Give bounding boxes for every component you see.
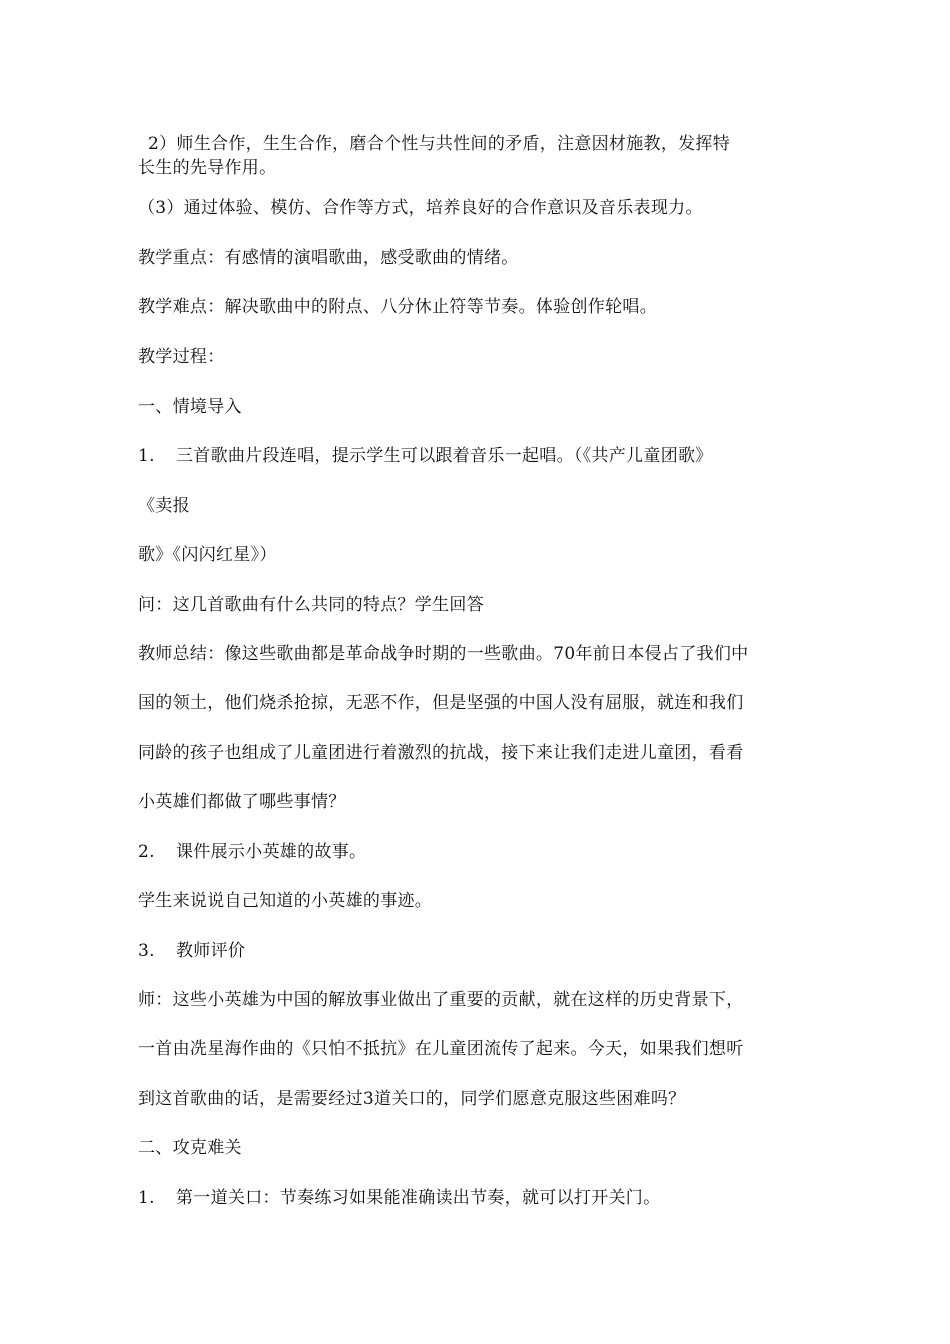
question-line: 问：这几首歌曲有什么共同的特点？学生回答: [138, 595, 484, 615]
list-number: 1.: [138, 1188, 155, 1208]
teaching-difficulty: 教学难点：解决歌曲中的附点、八分休止符等节奏。体验创作轮唱。: [138, 297, 657, 317]
summary-line-3: 同龄的孩子也组成了儿童团进行着激烈的抗战，接下来让我们走进儿童团，看看: [138, 743, 744, 763]
paragraph-line: 《卖报: [138, 496, 190, 516]
list-number: 1.: [138, 446, 155, 466]
objective-line-2-cont: 长生的先导作用。: [138, 158, 277, 178]
teaching-process-heading: 教学过程：: [138, 347, 225, 367]
objective-line-3: （3）通过体验、模仿、合作等方式，培养良好的合作意识及音乐表现力。: [138, 198, 703, 218]
list-item-3: [138, 940, 818, 962]
paragraph-line: 学生来说说自己知道的小英雄的事迹。: [138, 891, 433, 911]
teacher-line-3: 到这首歌曲的话，是需要经过3道关口的，同学们愿意克服这些困难吗？: [138, 1089, 686, 1109]
teacher-line-1: 师：这些小英雄为中国的解放事业做出了重要的贡献，就在这样的历史背景下，: [138, 990, 744, 1010]
objective-line-2: 2）师生合作，生生合作，磨合个性与共性间的矛盾，注意因材施教，发挥特: [148, 134, 731, 154]
list-item-text: 教师评价: [176, 941, 246, 961]
paragraph-line: 歌》《闪闪红星》）: [138, 545, 277, 565]
section-heading-2: 二、攻克难关: [138, 1138, 242, 1158]
list-item-text: 三首歌曲片段连唱，提示学生可以跟着音乐一起唱。（《共产儿童团歌》: [176, 446, 713, 466]
list-number: 3.: [138, 941, 155, 961]
list-item-text: 第一道关口：节奏练习如果能准确读出节奏，就可以打开关门。: [176, 1188, 661, 1208]
section-heading-1: 一、情境导入: [138, 397, 242, 417]
teaching-focus: 教学重点：有感情的演唱歌曲，感受歌曲的情绪。: [138, 248, 519, 268]
list-item-1: [138, 445, 818, 467]
list-item-4: [138, 1187, 818, 1209]
summary-line-1: 教师总结：像这些歌曲都是革命战争时期的一些歌曲。70年前日本侵占了我们中: [138, 644, 749, 664]
summary-line-2: 国的领土，他们烧杀抢掠，无恶不作，但是坚强的中国人没有屈服，就连和我们: [138, 693, 744, 713]
summary-line-4: 小英雄们都做了哪些事情？: [138, 792, 346, 812]
list-item-text: 课件展示小英雄的故事。: [176, 842, 367, 862]
list-number: 2.: [138, 842, 155, 862]
list-item-2: [138, 841, 818, 863]
teacher-line-2: 一首由冼星海作曲的《只怕不抵抗》在儿童团流传了起来。今天，如果我们想听: [138, 1039, 744, 1059]
